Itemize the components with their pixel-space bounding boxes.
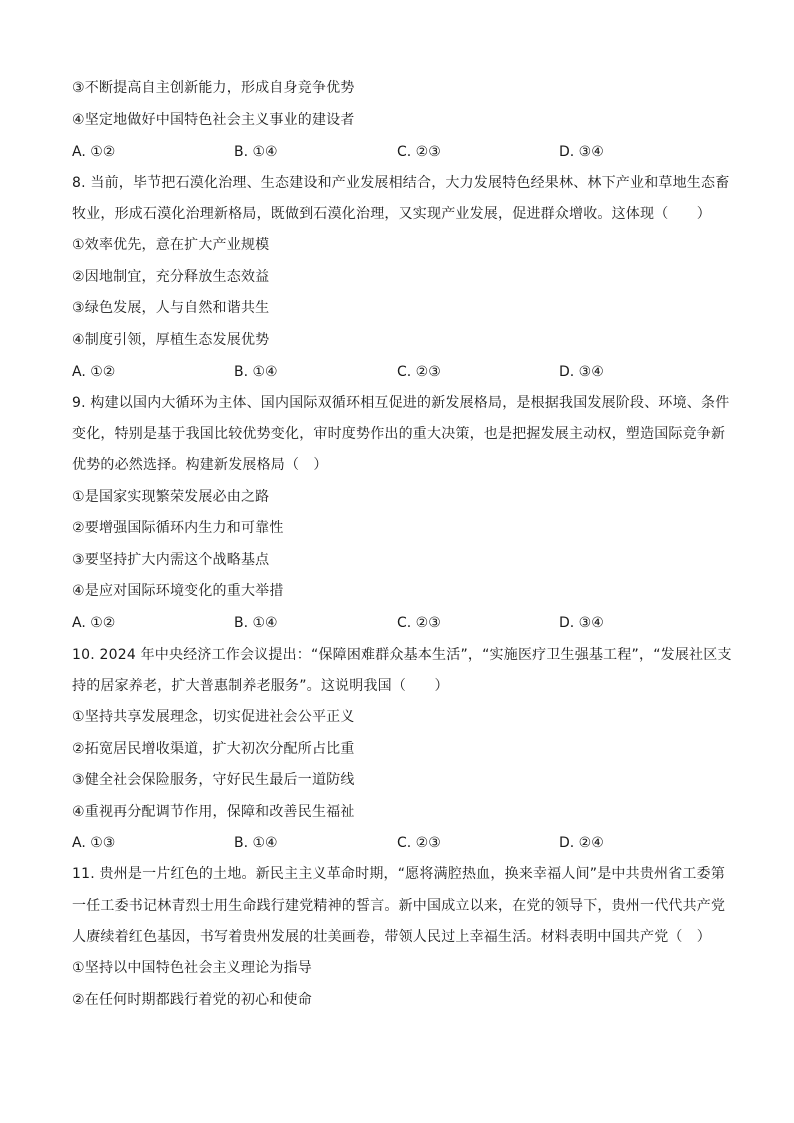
q10-item-2: ②拓宽居民增收渠道，扩大初次分配所占比重 bbox=[72, 741, 355, 757]
q10-item-1: ①坚持共享发展理念，切实促进社会公平正义 bbox=[72, 709, 355, 725]
q7-option-d[interactable]: D. ③④ bbox=[559, 144, 604, 160]
q11-stem-line-3: 人赓续着红色基因，书写着贵州发展的壮美画卷，带领人民过上幸福生活。材料表明中国共产党（ ） bbox=[72, 929, 711, 945]
q9-item-3: ③要坚持扩大内需这个战略基点 bbox=[72, 552, 270, 568]
q8-item-1: ①效率优先，意在扩大产业规模 bbox=[72, 237, 270, 253]
q10-stem-line-2: 持的居家养老，扩大普惠制养老服务”。这说明我国（ ） bbox=[72, 678, 449, 694]
q9-option-d[interactable]: D. ③④ bbox=[559, 615, 604, 631]
q10-option-a[interactable]: A. ①③ bbox=[72, 835, 116, 851]
q8-item-3: ③绿色发展，人与自然和谐共生 bbox=[72, 300, 270, 316]
q11-item-2: ②在任何时期都践行着党的初心和使命 bbox=[72, 992, 312, 1008]
q11-stem-line-2: 一任工委书记林青烈士用生命践行建党精神的誓言。新中国成立以来，在党的领导下，贵州一代代共产党 bbox=[72, 898, 726, 914]
q10-item-3: ③健全社会保险服务，守好民生最后一道防线 bbox=[72, 772, 355, 788]
q8-option-c[interactable]: C. ②③ bbox=[397, 364, 441, 380]
q10-stem-line-1: 10. 2024 年中央经济工作会议提出：“保障困难群众基本生活”，“实施医疗卫生强基工程”，“发展社区支 bbox=[72, 647, 732, 663]
q8-item-2: ②因地制宜，充分释放生态效益 bbox=[72, 269, 270, 285]
q9-options bbox=[72, 613, 732, 633]
q10-option-c[interactable]: C. ②③ bbox=[397, 835, 441, 851]
q7-option-c[interactable]: C. ②③ bbox=[397, 144, 441, 160]
q9-item-1: ①是国家实现繁荣发展必由之路 bbox=[72, 489, 270, 505]
q9-option-c[interactable]: C. ②③ bbox=[397, 615, 441, 631]
q8-option-d[interactable]: D. ③④ bbox=[559, 364, 604, 380]
q7-item-3: ③不断提高自主创新能力，形成自身竞争优势 bbox=[72, 80, 355, 96]
q8-item-4: ④制度引领，厚植生态发展优势 bbox=[72, 332, 270, 348]
q10-option-b[interactable]: B. ①④ bbox=[234, 835, 278, 851]
q10-options bbox=[72, 833, 732, 853]
q9-stem-line-1: 9. 构建以国内大循环为主体、国内国际双循环相互促进的新发展格局，是根据我国发展阶段、环境、条件 bbox=[72, 395, 730, 411]
q7-option-a[interactable]: A. ①② bbox=[72, 144, 116, 160]
q11-stem-line-1: 11. 贵州是一片红色的土地。新民主主义革命时期，“愿将满腔热血，换来幸福人间”是中共贵州省工委第 bbox=[72, 866, 726, 882]
q7-item-4: ④坚定地做好中国特色社会主义事业的建设者 bbox=[72, 112, 355, 128]
q7-option-b[interactable]: B. ①④ bbox=[234, 144, 278, 160]
q7-options bbox=[72, 142, 732, 162]
q8-stem-line-2: 牧业，形成石漠化治理新格局，既做到石漠化治理，又实现产业发展，促进群众增收。这体现（ ） bbox=[72, 206, 711, 222]
q8-option-b[interactable]: B. ①④ bbox=[234, 364, 278, 380]
q8-stem-line-1: 8. 当前，毕节把石漠化治理、生态建设和产业发展相结合，大力发展特色经果林、林下产业和草地生态畜 bbox=[72, 175, 730, 191]
q9-stem-line-2: 变化，特别是基于我国比较优势变化，审时度势作出的重大决策，也是把握发展主动权，塑造国际竞争新 bbox=[72, 426, 726, 442]
q9-item-4: ④是应对国际环境变化的重大举措 bbox=[72, 583, 284, 599]
q9-option-a[interactable]: A. ①② bbox=[72, 615, 116, 631]
q8-options bbox=[72, 362, 732, 382]
q8-option-a[interactable]: A. ①② bbox=[72, 364, 116, 380]
q9-option-b[interactable]: B. ①④ bbox=[234, 615, 278, 631]
q9-item-2: ②要增强国际循环内生力和可靠性 bbox=[72, 520, 284, 536]
q9-stem-line-3: 优势的必然选择。构建新发展格局（ ） bbox=[72, 457, 328, 473]
q11-item-1: ①坚持以中国特色社会主义理论为指导 bbox=[72, 960, 312, 976]
q10-option-d[interactable]: D. ②④ bbox=[559, 835, 604, 851]
q10-item-4: ④重视再分配调节作用，保障和改善民生福祉 bbox=[72, 804, 355, 820]
